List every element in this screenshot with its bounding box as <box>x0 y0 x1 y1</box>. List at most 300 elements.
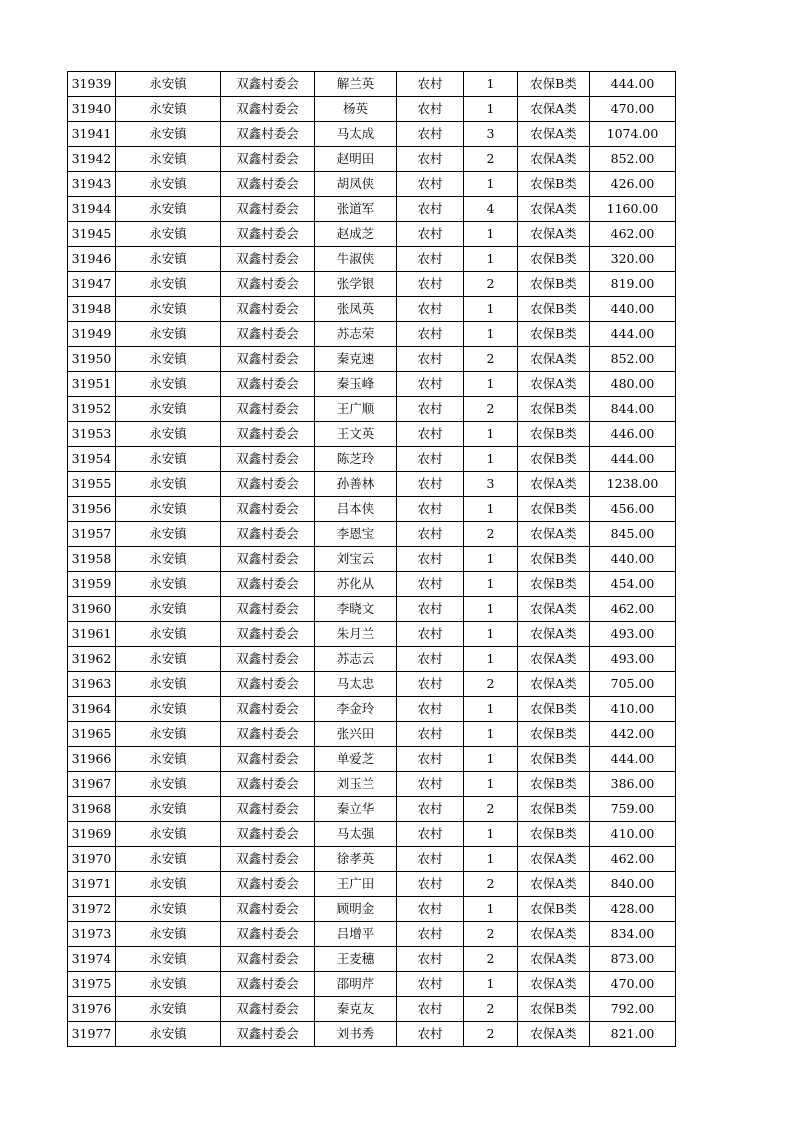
table-row <box>68 647 676 672</box>
member-count-cell: 2 <box>464 997 518 1022</box>
category-cell: 农保B类 <box>518 997 590 1022</box>
name-cell: 秦克速 <box>315 347 397 372</box>
member-count-cell: 1 <box>464 447 518 472</box>
household-type-cell: 农村 <box>397 772 464 797</box>
category-cell: 农保B类 <box>518 547 590 572</box>
table-row <box>68 547 676 572</box>
town-cell: 永安镇 <box>116 422 221 447</box>
member-count-cell: 2 <box>464 272 518 297</box>
village-committee-cell: 双鑫村委会 <box>221 772 315 797</box>
town-cell: 永安镇 <box>116 947 221 972</box>
table-row <box>68 222 676 247</box>
table-row <box>68 972 676 997</box>
name-cell: 王广田 <box>315 872 397 897</box>
member-count-cell: 1 <box>464 847 518 872</box>
name-cell: 王麦穗 <box>315 947 397 972</box>
amount-cell: 1074.00 <box>590 122 676 147</box>
member-count-cell: 2 <box>464 147 518 172</box>
category-cell: 农保B类 <box>518 772 590 797</box>
household-type-cell: 农村 <box>397 372 464 397</box>
village-committee-cell: 双鑫村委会 <box>221 797 315 822</box>
member-count-cell: 3 <box>464 472 518 497</box>
household-type-cell: 农村 <box>397 272 464 297</box>
serial-number-cell: 31948 <box>68 297 116 322</box>
table-row <box>68 922 676 947</box>
member-count-cell: 1 <box>464 72 518 97</box>
serial-number-cell: 31970 <box>68 847 116 872</box>
village-committee-cell: 双鑫村委会 <box>221 872 315 897</box>
name-cell: 邵明芹 <box>315 972 397 997</box>
household-type-cell: 农村 <box>397 572 464 597</box>
member-count-cell: 1 <box>464 97 518 122</box>
village-committee-cell: 双鑫村委会 <box>221 997 315 1022</box>
household-type-cell: 农村 <box>397 597 464 622</box>
serial-number-cell: 31947 <box>68 272 116 297</box>
household-type-cell: 农村 <box>397 147 464 172</box>
serial-number-cell: 31960 <box>68 597 116 622</box>
town-cell: 永安镇 <box>116 597 221 622</box>
town-cell: 永安镇 <box>116 272 221 297</box>
member-count-cell: 2 <box>464 947 518 972</box>
amount-cell: 440.00 <box>590 297 676 322</box>
village-committee-cell: 双鑫村委会 <box>221 372 315 397</box>
household-type-cell: 农村 <box>397 547 464 572</box>
category-cell: 农保A类 <box>518 522 590 547</box>
amount-cell: 840.00 <box>590 872 676 897</box>
table-row <box>68 997 676 1022</box>
name-cell: 朱月兰 <box>315 622 397 647</box>
category-cell: 农保A类 <box>518 622 590 647</box>
village-committee-cell: 双鑫村委会 <box>221 447 315 472</box>
village-committee-cell: 双鑫村委会 <box>221 947 315 972</box>
serial-number-cell: 31942 <box>68 147 116 172</box>
village-committee-cell: 双鑫村委会 <box>221 222 315 247</box>
town-cell: 永安镇 <box>116 672 221 697</box>
category-cell: 农保B类 <box>518 422 590 447</box>
amount-cell: 462.00 <box>590 597 676 622</box>
household-type-cell: 农村 <box>397 672 464 697</box>
amount-cell: 462.00 <box>590 222 676 247</box>
household-type-cell: 农村 <box>397 622 464 647</box>
category-cell: 农保B类 <box>518 272 590 297</box>
table-row <box>68 72 676 97</box>
amount-cell: 493.00 <box>590 647 676 672</box>
household-type-cell: 农村 <box>397 222 464 247</box>
household-type-cell: 农村 <box>397 97 464 122</box>
category-cell: 农保A类 <box>518 972 590 997</box>
household-type-cell: 农村 <box>397 997 464 1022</box>
household-type-cell: 农村 <box>397 422 464 447</box>
amount-cell: 410.00 <box>590 697 676 722</box>
town-cell: 永安镇 <box>116 872 221 897</box>
town-cell: 永安镇 <box>116 172 221 197</box>
allowance-table <box>67 71 676 1047</box>
table-row <box>68 872 676 897</box>
village-committee-cell: 双鑫村委会 <box>221 72 315 97</box>
table-row <box>68 822 676 847</box>
amount-cell: 845.00 <box>590 522 676 547</box>
member-count-cell: 1 <box>464 247 518 272</box>
amount-cell: 386.00 <box>590 772 676 797</box>
village-committee-cell: 双鑫村委会 <box>221 747 315 772</box>
member-count-cell: 1 <box>464 697 518 722</box>
household-type-cell: 农村 <box>397 122 464 147</box>
village-committee-cell: 双鑫村委会 <box>221 722 315 747</box>
table-row <box>68 247 676 272</box>
name-cell: 赵明田 <box>315 147 397 172</box>
table-row <box>68 272 676 297</box>
serial-number-cell: 31953 <box>68 422 116 447</box>
table-row <box>68 897 676 922</box>
town-cell: 永安镇 <box>116 972 221 997</box>
serial-number-cell: 31961 <box>68 622 116 647</box>
amount-cell: 1160.00 <box>590 197 676 222</box>
village-committee-cell: 双鑫村委会 <box>221 347 315 372</box>
table-row <box>68 297 676 322</box>
serial-number-cell: 31975 <box>68 972 116 997</box>
table-row <box>68 722 676 747</box>
category-cell: 农保B类 <box>518 722 590 747</box>
table-row <box>68 447 676 472</box>
amount-cell: 493.00 <box>590 622 676 647</box>
table-body <box>68 72 676 1047</box>
serial-number-cell: 31959 <box>68 572 116 597</box>
category-cell: 农保B类 <box>518 797 590 822</box>
name-cell: 顾明金 <box>315 897 397 922</box>
village-committee-cell: 双鑫村委会 <box>221 397 315 422</box>
name-cell: 李晓文 <box>315 597 397 622</box>
table-row <box>68 372 676 397</box>
town-cell: 永安镇 <box>116 497 221 522</box>
member-count-cell: 1 <box>464 822 518 847</box>
household-type-cell: 农村 <box>397 322 464 347</box>
amount-cell: 819.00 <box>590 272 676 297</box>
town-cell: 永安镇 <box>116 322 221 347</box>
category-cell: 农保A类 <box>518 97 590 122</box>
name-cell: 刘书秀 <box>315 1022 397 1047</box>
member-count-cell: 1 <box>464 972 518 997</box>
town-cell: 永安镇 <box>116 772 221 797</box>
category-cell: 农保B类 <box>518 172 590 197</box>
table-row <box>68 847 676 872</box>
serial-number-cell: 31951 <box>68 372 116 397</box>
member-count-cell: 2 <box>464 347 518 372</box>
town-cell: 永安镇 <box>116 197 221 222</box>
amount-cell: 428.00 <box>590 897 676 922</box>
category-cell: 农保A类 <box>518 147 590 172</box>
town-cell: 永安镇 <box>116 397 221 422</box>
serial-number-cell: 31966 <box>68 747 116 772</box>
amount-cell: 446.00 <box>590 422 676 447</box>
serial-number-cell: 31976 <box>68 997 116 1022</box>
village-committee-cell: 双鑫村委会 <box>221 1022 315 1047</box>
amount-cell: 759.00 <box>590 797 676 822</box>
village-committee-cell: 双鑫村委会 <box>221 697 315 722</box>
member-count-cell: 1 <box>464 747 518 772</box>
table-row <box>68 172 676 197</box>
category-cell: 农保B类 <box>518 697 590 722</box>
serial-number-cell: 31945 <box>68 222 116 247</box>
category-cell: 农保A类 <box>518 222 590 247</box>
category-cell: 农保B类 <box>518 72 590 97</box>
name-cell: 马太成 <box>315 122 397 147</box>
village-committee-cell: 双鑫村委会 <box>221 297 315 322</box>
serial-number-cell: 31964 <box>68 697 116 722</box>
town-cell: 永安镇 <box>116 997 221 1022</box>
household-type-cell: 农村 <box>397 947 464 972</box>
household-type-cell: 农村 <box>397 297 464 322</box>
serial-number-cell: 31956 <box>68 497 116 522</box>
serial-number-cell: 31974 <box>68 947 116 972</box>
category-cell: 农保B类 <box>518 297 590 322</box>
name-cell: 杨英 <box>315 97 397 122</box>
name-cell: 苏志云 <box>315 647 397 672</box>
member-count-cell: 1 <box>464 322 518 347</box>
category-cell: 农保A类 <box>518 647 590 672</box>
village-committee-cell: 双鑫村委会 <box>221 172 315 197</box>
household-type-cell: 农村 <box>397 722 464 747</box>
household-type-cell: 农村 <box>397 472 464 497</box>
amount-cell: 852.00 <box>590 147 676 172</box>
village-committee-cell: 双鑫村委会 <box>221 97 315 122</box>
amount-cell: 821.00 <box>590 1022 676 1047</box>
category-cell: 农保B类 <box>518 397 590 422</box>
village-committee-cell: 双鑫村委会 <box>221 897 315 922</box>
table-row <box>68 147 676 172</box>
member-count-cell: 2 <box>464 1022 518 1047</box>
town-cell: 永安镇 <box>116 847 221 872</box>
amount-cell: 1238.00 <box>590 472 676 497</box>
amount-cell: 444.00 <box>590 322 676 347</box>
table-row <box>68 497 676 522</box>
serial-number-cell: 31950 <box>68 347 116 372</box>
category-cell: 农保B类 <box>518 747 590 772</box>
table-row <box>68 747 676 772</box>
table-row <box>68 197 676 222</box>
name-cell: 马太强 <box>315 822 397 847</box>
member-count-cell: 1 <box>464 497 518 522</box>
household-type-cell: 农村 <box>397 647 464 672</box>
member-count-cell: 1 <box>464 647 518 672</box>
member-count-cell: 1 <box>464 572 518 597</box>
name-cell: 苏志荣 <box>315 322 397 347</box>
category-cell: 农保A类 <box>518 1022 590 1047</box>
table-row <box>68 122 676 147</box>
household-type-cell: 农村 <box>397 797 464 822</box>
town-cell: 永安镇 <box>116 922 221 947</box>
table-row <box>68 622 676 647</box>
amount-cell: 470.00 <box>590 97 676 122</box>
table-row <box>68 472 676 497</box>
village-committee-cell: 双鑫村委会 <box>221 522 315 547</box>
table-row <box>68 947 676 972</box>
town-cell: 永安镇 <box>116 222 221 247</box>
amount-cell: 462.00 <box>590 847 676 872</box>
household-type-cell: 农村 <box>397 447 464 472</box>
town-cell: 永安镇 <box>116 147 221 172</box>
village-committee-cell: 双鑫村委会 <box>221 572 315 597</box>
household-type-cell: 农村 <box>397 72 464 97</box>
village-committee-cell: 双鑫村委会 <box>221 422 315 447</box>
table-row <box>68 1022 676 1047</box>
village-committee-cell: 双鑫村委会 <box>221 247 315 272</box>
amount-cell: 440.00 <box>590 547 676 572</box>
category-cell: 农保B类 <box>518 897 590 922</box>
table-row <box>68 97 676 122</box>
amount-cell: 454.00 <box>590 572 676 597</box>
village-committee-cell: 双鑫村委会 <box>221 672 315 697</box>
town-cell: 永安镇 <box>116 347 221 372</box>
serial-number-cell: 31962 <box>68 647 116 672</box>
member-count-cell: 2 <box>464 872 518 897</box>
serial-number-cell: 31973 <box>68 922 116 947</box>
name-cell: 赵成芝 <box>315 222 397 247</box>
member-count-cell: 1 <box>464 597 518 622</box>
member-count-cell: 1 <box>464 422 518 447</box>
table-row <box>68 322 676 347</box>
category-cell: 农保A类 <box>518 472 590 497</box>
member-count-cell: 1 <box>464 622 518 647</box>
member-count-cell: 1 <box>464 297 518 322</box>
member-count-cell: 1 <box>464 772 518 797</box>
household-type-cell: 农村 <box>397 897 464 922</box>
category-cell: 农保A类 <box>518 372 590 397</box>
category-cell: 农保A类 <box>518 672 590 697</box>
amount-cell: 410.00 <box>590 822 676 847</box>
town-cell: 永安镇 <box>116 1022 221 1047</box>
name-cell: 牛淑侠 <box>315 247 397 272</box>
household-type-cell: 农村 <box>397 847 464 872</box>
serial-number-cell: 31940 <box>68 97 116 122</box>
member-count-cell: 2 <box>464 522 518 547</box>
category-cell: 农保A类 <box>518 872 590 897</box>
amount-cell: 444.00 <box>590 447 676 472</box>
name-cell: 苏化从 <box>315 572 397 597</box>
table-row <box>68 797 676 822</box>
amount-cell: 834.00 <box>590 922 676 947</box>
table-row <box>68 572 676 597</box>
village-committee-cell: 双鑫村委会 <box>221 122 315 147</box>
table-row <box>68 697 676 722</box>
name-cell: 徐孝英 <box>315 847 397 872</box>
name-cell: 吕本侠 <box>315 497 397 522</box>
amount-cell: 444.00 <box>590 747 676 772</box>
member-count-cell: 1 <box>464 897 518 922</box>
member-count-cell: 3 <box>464 122 518 147</box>
town-cell: 永安镇 <box>116 572 221 597</box>
name-cell: 秦立华 <box>315 797 397 822</box>
village-committee-cell: 双鑫村委会 <box>221 622 315 647</box>
amount-cell: 470.00 <box>590 972 676 997</box>
serial-number-cell: 31977 <box>68 1022 116 1047</box>
name-cell: 张学银 <box>315 272 397 297</box>
village-committee-cell: 双鑫村委会 <box>221 547 315 572</box>
serial-number-cell: 31965 <box>68 722 116 747</box>
household-type-cell: 农村 <box>397 872 464 897</box>
serial-number-cell: 31943 <box>68 172 116 197</box>
table-row <box>68 522 676 547</box>
name-cell: 秦克友 <box>315 997 397 1022</box>
amount-cell: 705.00 <box>590 672 676 697</box>
amount-cell: 844.00 <box>590 397 676 422</box>
name-cell: 孙善林 <box>315 472 397 497</box>
member-count-cell: 1 <box>464 172 518 197</box>
name-cell: 胡凤侠 <box>315 172 397 197</box>
town-cell: 永安镇 <box>116 522 221 547</box>
name-cell: 李金玲 <box>315 697 397 722</box>
name-cell: 解兰英 <box>315 72 397 97</box>
household-type-cell: 农村 <box>397 522 464 547</box>
household-type-cell: 农村 <box>397 397 464 422</box>
town-cell: 永安镇 <box>116 722 221 747</box>
category-cell: 农保B类 <box>518 322 590 347</box>
town-cell: 永安镇 <box>116 447 221 472</box>
name-cell: 刘宝云 <box>315 547 397 572</box>
name-cell: 吕增平 <box>315 922 397 947</box>
serial-number-cell: 31954 <box>68 447 116 472</box>
town-cell: 永安镇 <box>116 72 221 97</box>
serial-number-cell: 31941 <box>68 122 116 147</box>
name-cell: 王文英 <box>315 422 397 447</box>
category-cell: 农保B类 <box>518 447 590 472</box>
household-type-cell: 农村 <box>397 497 464 522</box>
category-cell: 农保B类 <box>518 822 590 847</box>
amount-cell: 444.00 <box>590 72 676 97</box>
serial-number-cell: 31963 <box>68 672 116 697</box>
town-cell: 永安镇 <box>116 97 221 122</box>
village-committee-cell: 双鑫村委会 <box>221 922 315 947</box>
village-committee-cell: 双鑫村委会 <box>221 197 315 222</box>
town-cell: 永安镇 <box>116 472 221 497</box>
town-cell: 永安镇 <box>116 547 221 572</box>
village-committee-cell: 双鑫村委会 <box>221 647 315 672</box>
table-row <box>68 672 676 697</box>
town-cell: 永安镇 <box>116 747 221 772</box>
village-committee-cell: 双鑫村委会 <box>221 847 315 872</box>
household-type-cell: 农村 <box>397 747 464 772</box>
serial-number-cell: 31971 <box>68 872 116 897</box>
amount-cell: 426.00 <box>590 172 676 197</box>
village-committee-cell: 双鑫村委会 <box>221 472 315 497</box>
town-cell: 永安镇 <box>116 822 221 847</box>
member-count-cell: 2 <box>464 672 518 697</box>
serial-number-cell: 31939 <box>68 72 116 97</box>
serial-number-cell: 31952 <box>68 397 116 422</box>
serial-number-cell: 31968 <box>68 797 116 822</box>
category-cell: 农保A类 <box>518 197 590 222</box>
category-cell: 农保A类 <box>518 947 590 972</box>
village-committee-cell: 双鑫村委会 <box>221 147 315 172</box>
name-cell: 李恩宝 <box>315 522 397 547</box>
name-cell: 刘玉兰 <box>315 772 397 797</box>
member-count-cell: 2 <box>464 797 518 822</box>
town-cell: 永安镇 <box>116 122 221 147</box>
serial-number-cell: 31957 <box>68 522 116 547</box>
table-row <box>68 422 676 447</box>
household-type-cell: 农村 <box>397 697 464 722</box>
name-cell: 张道军 <box>315 197 397 222</box>
village-committee-cell: 双鑫村委会 <box>221 822 315 847</box>
serial-number-cell: 31946 <box>68 247 116 272</box>
name-cell: 王广顺 <box>315 397 397 422</box>
member-count-cell: 1 <box>464 372 518 397</box>
amount-cell: 792.00 <box>590 997 676 1022</box>
town-cell: 永安镇 <box>116 697 221 722</box>
household-type-cell: 农村 <box>397 922 464 947</box>
table-row <box>68 597 676 622</box>
town-cell: 永安镇 <box>116 797 221 822</box>
household-type-cell: 农村 <box>397 1022 464 1047</box>
